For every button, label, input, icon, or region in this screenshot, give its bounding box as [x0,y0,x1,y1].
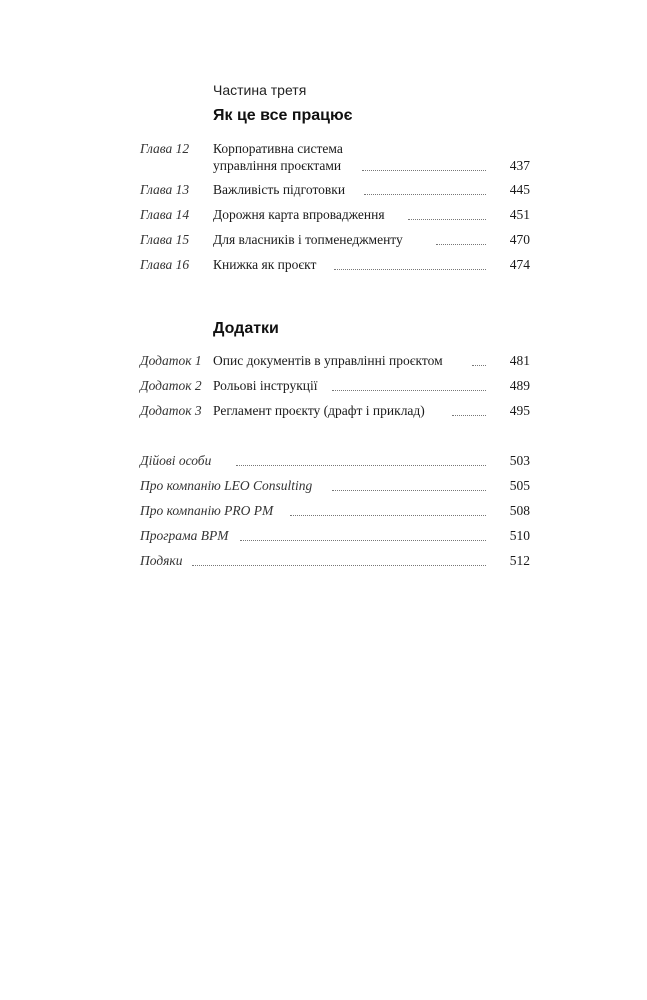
back-matter-title: Дійові особи [140,453,212,468]
leader-dots [332,389,486,391]
leader-dots [436,243,486,245]
appendix-label: Додаток 2 [140,378,202,393]
page-number: 489 [509,378,530,393]
chapter-title: Важливість підготовки [213,182,346,197]
page-number: 451 [509,207,530,222]
leader-dots [332,489,486,491]
page-number: 512 [509,553,530,568]
appendix-label: Додаток 3 [140,403,202,418]
part-title: Як це все працює [213,107,353,124]
leader-dots [362,169,486,171]
back-matter-title: Подяки [140,553,183,568]
page-number: 470 [509,232,530,247]
page-number: 481 [509,353,530,368]
leader-dots [290,514,486,516]
page-number: 505 [509,478,530,493]
leader-dots [240,539,486,541]
chapter-label: Глава 15 [140,232,190,247]
leader-dots [236,464,486,466]
page-number: 437 [509,158,530,173]
chapter-title: Дорожня карта впровадження [213,207,385,222]
chapter-label: Глава 16 [140,257,190,272]
leader-dots [452,414,486,416]
leader-dots [334,268,486,270]
appendix-title: Опис документів в управлінні проєктом [213,353,443,368]
appendices-title: Додатки [213,320,279,337]
chapter-label: Глава 13 [140,182,190,197]
leader-dots [472,364,486,366]
chapter-title-continued: управління проєктами [213,158,342,173]
page-number: 503 [509,453,530,468]
page-number: 495 [509,403,530,418]
chapter-label: Глава 14 [140,207,190,222]
leader-dots [192,564,486,566]
page-number: 508 [509,503,530,518]
chapter-title: Корпоративна система [213,141,343,156]
back-matter-title: Програма BPM [140,528,229,543]
leader-dots [408,218,486,220]
part-label: Частина третя [213,82,307,98]
page-number: 474 [509,257,530,272]
appendix-title: Регламент проєкту (драфт і приклад) [213,403,425,418]
appendix-label: Додаток 1 [140,353,202,368]
chapter-title: Книжка як проєкт [213,257,317,272]
back-matter-title: Про компанію LEO Consulting [140,478,313,493]
appendix-title: Рольові інструкції [213,378,318,393]
back-matter-title: Про компанію PRO PM [140,503,274,518]
leader-dots [364,193,486,195]
page-number: 445 [509,182,530,197]
chapter-title: Для власників і топменеджменту [213,232,403,247]
chapter-label: Глава 12 [140,141,190,156]
page-number: 510 [509,528,530,543]
